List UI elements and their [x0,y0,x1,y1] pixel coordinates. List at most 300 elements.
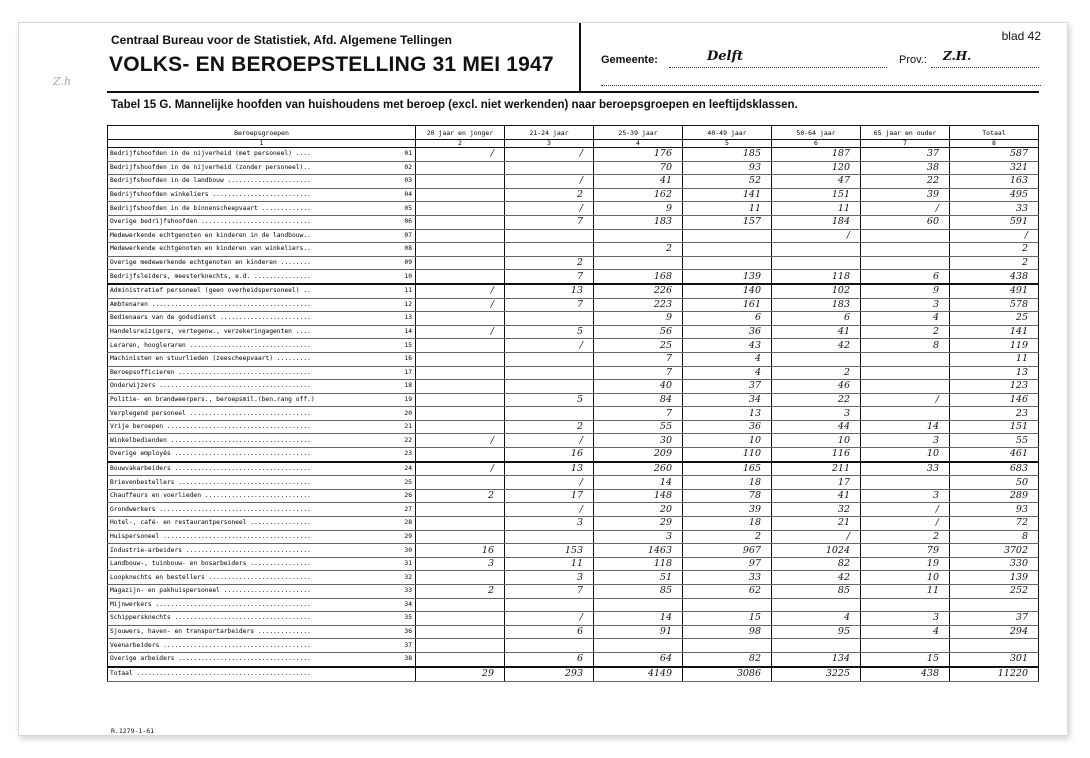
row-number: 32 [404,573,412,581]
value-cell: 98 [683,625,772,639]
table-row [108,407,1039,421]
row-number: 10 [404,272,412,280]
value-cell: 2 [683,530,772,544]
occupation-age-table [107,125,1039,682]
value-cell: 11 [950,352,1039,366]
row-label: Sjouwers, haven- en transportarbeiders .............. [110,628,311,636]
table-row [108,625,1039,639]
value-cell: 37 [861,148,950,162]
row-number: 37 [404,641,412,649]
value-cell: 10 [683,434,772,448]
row-label: Bedrijfshoofden in de landbouw ...................... [110,177,311,185]
value-cell: 3702 [950,544,1039,558]
row-label-cell [108,639,416,653]
value-cell: 2 [950,256,1039,270]
value-cell: 163 [950,175,1039,189]
row-label-cell [108,489,416,503]
row-label: Verplegend personeel ................................ [110,409,311,417]
table-row [108,175,1039,189]
value-cell: 495 [950,188,1039,202]
row-label-cell [108,462,416,476]
value-cell: 587 [950,148,1039,162]
value-cell: 226 [594,284,683,298]
row-label-cell [108,434,416,448]
value-cell [861,407,950,421]
row-label: Bedrijfshoofden in de nijverheid (zonder personeel).. [110,163,311,171]
value-cell [505,243,594,257]
table-row [108,270,1039,284]
value-cell [505,366,594,380]
row-label: Bedrijfshoofden in de binnenscheepvaart ............. [110,204,311,212]
table-row [108,544,1039,558]
row-label-cell [108,229,416,243]
value-cell [505,352,594,366]
value-cell: 78 [683,489,772,503]
value-cell: 223 [594,298,683,312]
column-header: 21-24 jaar [505,126,594,140]
column-header: Totaal [950,126,1039,140]
value-cell [505,639,594,653]
row-number: 08 [404,245,412,253]
value-cell [861,598,950,612]
value-cell: 55 [594,420,683,434]
value-cell: 47 [772,175,861,189]
row-number: 02 [404,163,412,171]
row-label: Chauffeurs en voerlieden ............................ [110,492,311,500]
value-cell: 2 [505,188,594,202]
value-cell: 97 [683,557,772,571]
row-label-cell [108,284,416,298]
value-cell: 43 [683,339,772,353]
table-row [108,393,1039,407]
value-cell: 18 [683,517,772,531]
value-cell: 16 [505,448,594,462]
value-cell: 22 [861,175,950,189]
value-cell: 39 [861,188,950,202]
value-cell [950,639,1039,653]
value-cell: 37 [683,380,772,394]
value-cell: 3 [861,489,950,503]
value-cell: / [505,148,594,162]
row-label: Huispersoneel ....................................... [110,532,311,540]
value-cell: 3 [416,557,505,571]
value-cell: / [861,517,950,531]
value-cell: / [950,229,1039,243]
table-row [108,188,1039,202]
row-label-cell [108,652,416,666]
organization-header: Centraal Bureau voor de Statistiek, Afd. Algemene Tellingen [111,33,452,47]
row-label: Bedrijfshoofden in de nijverheid (met personeel) .... [110,150,311,158]
value-cell: 116 [772,448,861,462]
value-cell: 11 [505,557,594,571]
row-number: 11 [404,287,412,295]
value-cell: 151 [950,420,1039,434]
value-cell: 5 [505,393,594,407]
column-header: Beroepsgroepen [108,126,416,140]
value-cell: 110 [683,448,772,462]
value-cell: 4 [683,366,772,380]
value-cell: 14 [594,612,683,626]
value-cell [416,407,505,421]
form-code: R.1279-1-61 [111,727,155,735]
value-cell: 15 [683,612,772,626]
row-label: Bedrijfshoofden winkeliers .......................... [110,191,311,199]
row-label: Bedienaars van de godsdienst ........................ [110,314,311,322]
value-cell [594,598,683,612]
value-cell: 139 [950,571,1039,585]
row-label-cell [108,161,416,175]
value-cell [594,229,683,243]
value-cell: / [861,202,950,216]
row-label: Ambtenaren .......................................... [110,300,311,308]
row-label-cell [108,188,416,202]
value-cell: 141 [683,188,772,202]
row-number: 15 [404,341,412,349]
row-number: 06 [404,218,412,226]
value-cell: 3 [594,530,683,544]
table-row [108,298,1039,312]
row-number: 20 [404,409,412,417]
row-label-cell [108,585,416,599]
value-cell: / [861,393,950,407]
column-header: 25-39 jaar [594,126,683,140]
value-cell: 33 [683,571,772,585]
header-horizontal-divider [107,91,1039,93]
form-title: VOLKS- EN BEROEPSTELLING 31 MEI 1947 [109,53,554,76]
value-cell [505,161,594,175]
value-cell [416,270,505,284]
row-label: Veenarbeiders ....................................... [110,641,311,649]
value-cell: 14 [861,420,950,434]
page-number: blad 42 [1001,29,1041,43]
value-cell: / [505,476,594,490]
row-number: 18 [404,382,412,390]
row-label-cell [108,325,416,339]
row-label-cell [108,256,416,270]
value-cell: 4 [861,312,950,326]
value-cell: / [416,434,505,448]
row-label-cell [108,612,416,626]
value-cell: 102 [772,284,861,298]
value-cell [683,256,772,270]
value-cell: 22 [772,393,861,407]
row-number: 09 [404,259,412,267]
value-cell: 185 [683,148,772,162]
value-cell: 3 [861,298,950,312]
value-cell: 7 [505,585,594,599]
row-number: 16 [404,355,412,363]
value-cell: 42 [772,339,861,353]
value-cell [416,215,505,229]
row-label: Bouwvakarbeiders .................................... [110,464,311,472]
value-cell: 17 [505,489,594,503]
row-label-cell [108,380,416,394]
value-cell: 293 [505,667,594,682]
row-label: Overige medewerkende echtgenoten en kinderen ........ [110,259,311,267]
value-cell: 51 [594,571,683,585]
value-cell [683,598,772,612]
column-number: 8 [950,140,1039,148]
value-cell: 2 [505,420,594,434]
row-label-cell [108,544,416,558]
value-cell: / [505,612,594,626]
row-label-cell [108,407,416,421]
value-cell: 165 [683,462,772,476]
value-cell: / [416,148,505,162]
value-cell: 9 [594,312,683,326]
row-label-cell [108,530,416,544]
value-cell: 491 [950,284,1039,298]
row-number: 38 [404,655,412,663]
value-cell [505,312,594,326]
value-cell: 37 [950,612,1039,626]
value-cell: 7 [505,215,594,229]
value-cell [861,229,950,243]
value-cell: 39 [683,503,772,517]
value-cell [861,352,950,366]
value-cell [594,639,683,653]
value-cell [416,352,505,366]
total-row [108,667,1039,682]
value-cell [416,380,505,394]
value-cell: 187 [772,148,861,162]
value-cell [416,639,505,653]
value-cell: 176 [594,148,683,162]
value-cell [416,448,505,462]
value-cell [772,256,861,270]
value-cell: 148 [594,489,683,503]
value-cell: 123 [950,380,1039,394]
row-number: 34 [404,600,412,608]
value-cell: 330 [950,557,1039,571]
value-cell: 168 [594,270,683,284]
row-number: 12 [404,300,412,308]
province-value: Z.H. [943,49,972,63]
row-label-cell [108,215,416,229]
value-cell: 6 [683,312,772,326]
table-row [108,517,1039,531]
value-cell: 19 [861,557,950,571]
column-number: 3 [505,140,594,148]
value-cell: 146 [950,393,1039,407]
value-cell: 2 [416,489,505,503]
row-label: Leraren, hoogleraren ................................ [110,341,311,349]
margin-pencil-note: Z.h [53,75,72,88]
row-label-cell [108,243,416,257]
value-cell: 82 [683,652,772,666]
table-header-row [108,126,1039,140]
row-label-cell [108,175,416,189]
row-label-cell [108,517,416,531]
table-row [108,503,1039,517]
table-row [108,652,1039,666]
value-cell: 13 [683,407,772,421]
value-cell: 162 [594,188,683,202]
value-cell [505,380,594,394]
value-cell: 38 [861,161,950,175]
row-label-cell [108,393,416,407]
value-cell: 18 [683,476,772,490]
value-cell: 15 [861,652,950,666]
header-vertical-divider [579,23,581,91]
value-cell: 6 [505,652,594,666]
column-header: 50-64 jaar [772,126,861,140]
table-row [108,612,1039,626]
value-cell: 7 [594,407,683,421]
value-cell: 2 [950,243,1039,257]
row-label-cell [108,625,416,639]
row-number: 25 [404,478,412,486]
value-cell [861,366,950,380]
value-cell: / [505,503,594,517]
value-cell: 4 [861,625,950,639]
value-cell [416,476,505,490]
value-cell: 25 [950,312,1039,326]
row-label-cell [108,270,416,284]
row-label: Administratief personeel (geen overheidspersoneel) .. [110,287,311,295]
value-cell: 11 [683,202,772,216]
value-cell: 3 [505,571,594,585]
value-cell: 10 [861,448,950,462]
gemeente-value: Delft [707,49,744,64]
table-row [108,462,1039,476]
value-cell [416,312,505,326]
row-label: Medewerkende echtgenoten en kinderen van winkeliers.. [110,245,311,253]
value-cell: 2 [416,585,505,599]
value-cell: 95 [772,625,861,639]
value-cell: 36 [683,420,772,434]
value-cell: / [505,175,594,189]
row-number: 29 [404,532,412,540]
table-row [108,585,1039,599]
value-cell [861,243,950,257]
value-cell: 9 [861,284,950,298]
table-row [108,489,1039,503]
value-cell: 4 [683,352,772,366]
value-cell: 6 [772,312,861,326]
column-number: 2 [416,140,505,148]
row-number: 22 [404,436,412,444]
value-cell [772,598,861,612]
value-cell: / [772,530,861,544]
value-cell: 41 [594,175,683,189]
value-cell [505,598,594,612]
column-header: 40-49 jaar [683,126,772,140]
row-label: Grondwerkers ........................................ [110,505,311,513]
value-cell: 50 [950,476,1039,490]
value-cell: 17 [772,476,861,490]
value-cell [505,530,594,544]
row-label-cell [108,420,416,434]
value-cell: 260 [594,462,683,476]
value-cell: 3 [772,407,861,421]
row-label-cell [108,503,416,517]
value-cell: 3086 [683,667,772,682]
value-cell: 3 [861,434,950,448]
value-cell: 6 [861,270,950,284]
row-label: Schippersknechts .................................... [110,614,311,622]
value-cell [683,639,772,653]
value-cell: 2 [861,325,950,339]
row-label-cell [108,148,416,162]
value-cell: 7 [594,352,683,366]
value-cell: 139 [683,270,772,284]
value-cell: 294 [950,625,1039,639]
value-cell [416,202,505,216]
value-cell [416,625,505,639]
value-cell [416,571,505,585]
value-cell: 301 [950,652,1039,666]
value-cell [416,161,505,175]
value-cell: 8 [861,339,950,353]
value-cell: 11 [861,585,950,599]
value-cell: 91 [594,625,683,639]
value-cell: 33 [861,462,950,476]
value-cell [683,243,772,257]
row-label: Landbouw-, tuinbouw- en bosarbeiders ................ [110,560,311,568]
value-cell: 13 [505,462,594,476]
value-cell: 13 [505,284,594,298]
value-cell: 84 [594,393,683,407]
value-cell: 41 [772,325,861,339]
value-cell: 2 [861,530,950,544]
row-label-cell [108,476,416,490]
table-row [108,420,1039,434]
row-label-cell [108,298,416,312]
value-cell: 161 [683,298,772,312]
value-cell: 13 [950,366,1039,380]
value-cell [505,407,594,421]
value-cell [950,598,1039,612]
value-cell: / [416,298,505,312]
value-cell [416,243,505,257]
row-number: 05 [404,204,412,212]
table-row [108,312,1039,326]
value-cell [416,598,505,612]
row-label: Beroepsofficieren ................................... [110,368,311,376]
value-cell: 2 [594,243,683,257]
value-cell [416,339,505,353]
value-cell [416,393,505,407]
row-label-cell [108,202,416,216]
value-cell: 461 [950,448,1039,462]
value-cell: 46 [772,380,861,394]
column-number: 5 [683,140,772,148]
row-label-cell [108,312,416,326]
value-cell: 85 [594,585,683,599]
value-cell: 153 [505,544,594,558]
value-cell [416,366,505,380]
value-cell [416,612,505,626]
value-cell: / [416,462,505,476]
value-cell: 10 [861,571,950,585]
value-cell: 11 [772,202,861,216]
province-dotted-line [931,67,1039,68]
row-number: 07 [404,231,412,239]
value-cell [861,639,950,653]
value-cell: 289 [950,489,1039,503]
value-cell: / [416,325,505,339]
extra-dotted-line [601,85,1041,86]
value-cell: / [416,284,505,298]
table-row [108,571,1039,585]
value-cell [416,229,505,243]
value-cell: 7 [505,270,594,284]
table-row [108,380,1039,394]
row-number: 26 [404,492,412,500]
value-cell: 1024 [772,544,861,558]
table-row [108,448,1039,462]
